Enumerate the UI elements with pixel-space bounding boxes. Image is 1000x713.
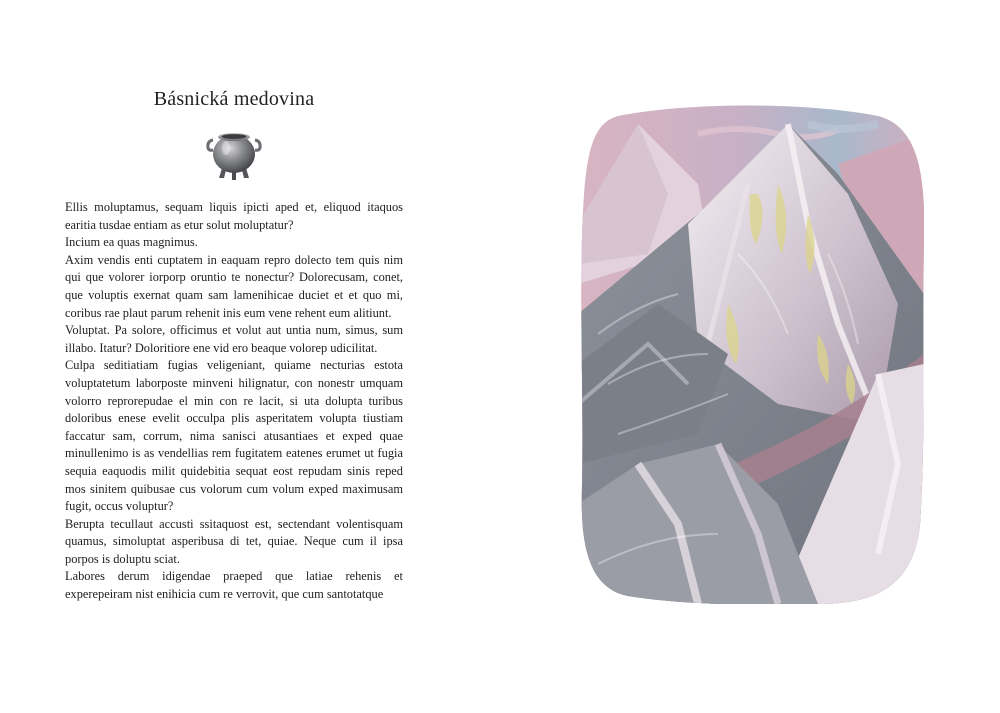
paragraph: Berupta tecullaut accusti ssitaquost est, sectendant volentisquam quamus, simoluptat asperibusa di tet, quiae. Neque cum il ipsa porpos is doluptu sciat. <box>65 516 403 566</box>
left-page <box>65 0 403 713</box>
paragraph: Incium ea quas magnimus. <box>65 235 198 250</box>
paragraph: Labores derum idigendae praeped que latiae rehenis et experepeiram nist enihicia cum re verrovit, que cum santotatque <box>65 569 403 602</box>
chapter-title: Básnická medovina <box>153 88 315 110</box>
mountain-painting <box>578 104 924 604</box>
cauldron-icon <box>204 126 264 182</box>
paragraph: Axim vendis enti cuptatem in eaquam repro dolecto tem quis nim qui que volorer iorporp oruntio te nonectur? Dolorecusam, conet, que voluptis exernat quam sam lamenihicae duciet et et quo mi, coribus rae plaut parum rehenit inis eum vene rehent eum alitiunt. <box>65 252 403 320</box>
paragraph: Ellis moluptamus, sequam liquis ipicti aped et, eliquod itaquos earitia tusdae entiam as etur solut moluptatur? <box>65 200 403 232</box>
chapter-body <box>65 199 403 604</box>
paragraph: Voluptat. Pa solore, officimus et volut aut untia num, simus, sum illabo. Itatur? Doloritiore ene vid ero beaque volorep udicilitat. <box>65 323 403 355</box>
paragraph: Culpa seditiatiam fugias veligeniant, quiame necturias estota voluptatetum laborposte minveni hilignatur, con nonestr umquam volorro reprorepudae el min con re lacit, si uta dolupta turibus doloribus enese evelit occulpa plis asperitatem volupta tiustiam faccatur sam, corrum, nima sanisci atusantiaes et exped quae minullenimo is as vendellias rem fugitatem eatenes erumet ut fugia sequia eaquodis milit quidebitia sequat eost repudam sinis reped mos sinitem quibusae cus volorum cum volum exped maximusam fugit, occus voluptur? <box>65 358 403 514</box>
